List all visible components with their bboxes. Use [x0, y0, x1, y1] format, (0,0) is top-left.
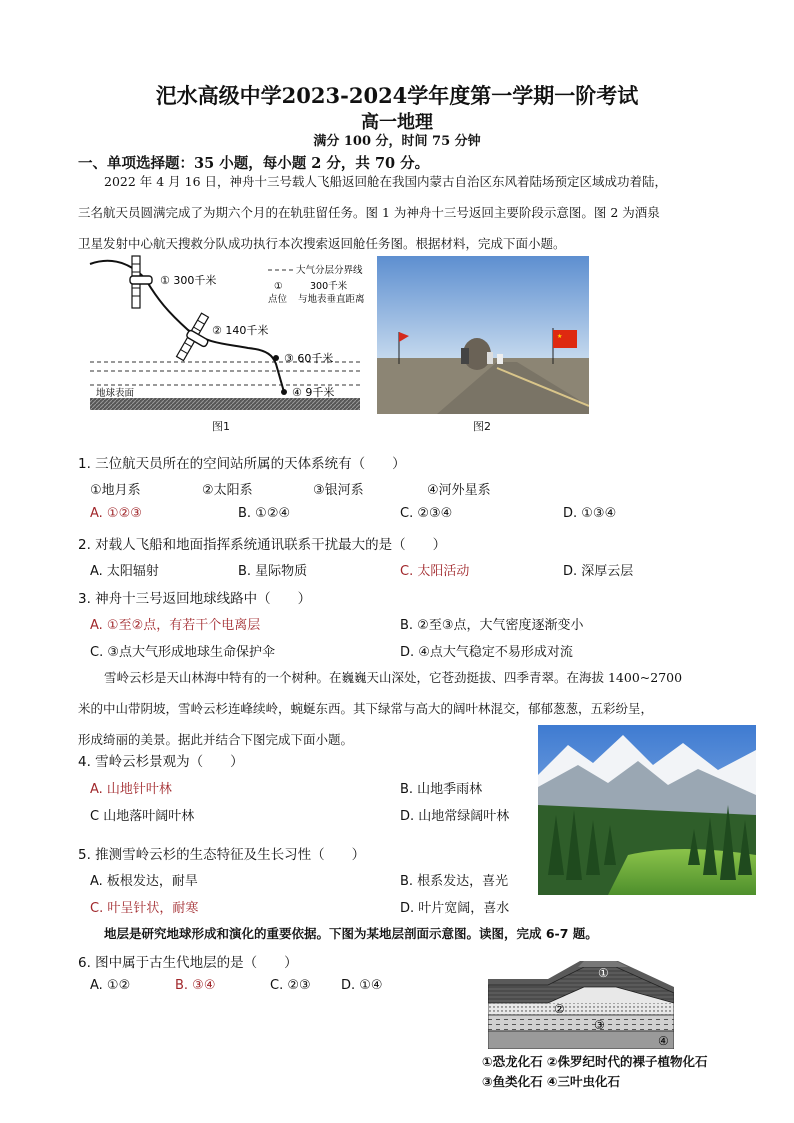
- svg-text:★: ★: [557, 333, 563, 340]
- strata-legend-1: ①恐龙化石 ②侏罗纪时代的裸子植物化石: [482, 1054, 708, 1069]
- legend-height-label: 与地表垂直距离: [298, 294, 365, 305]
- q1-item-3: ③银河系: [313, 483, 364, 498]
- q1-item-4: ④河外星系: [427, 483, 491, 498]
- question-1-stem: 1. 三位航天员所在的空间站所属的天体系统有（ ）: [78, 456, 406, 472]
- point1-label: ① 300千米: [160, 274, 217, 287]
- question-5-stem: 5. 推测雪岭云杉的生态特征及生长习性（ ）: [78, 847, 366, 863]
- question-4-stem: 4. 雪岭云杉景观为（ ）: [78, 754, 244, 770]
- q3-option-a[interactable]: A. ①至②点，有若干个电离层: [90, 618, 261, 633]
- spruce-forest-photo: [538, 725, 756, 895]
- exam-title: 汜水高级中学2023-2024学年度第一学期一阶考试: [155, 83, 639, 108]
- intro2-line2: 米的中山带阴坡，雪岭云杉连峰续岭，蜿蜒东西。其下绿常与高大的阔叶林混交，郁郁葱葱，五彩纷呈，: [78, 701, 654, 716]
- q1-option-b[interactable]: B. ①②④: [238, 506, 291, 521]
- spacecraft-icon: [175, 312, 219, 366]
- q5-option-d[interactable]: D. 叶片宽阔，喜水: [400, 901, 510, 916]
- question-3-stem: 3. 神舟十三号返回地球线路中（ ）: [78, 591, 312, 607]
- intro2-line3: 形成绮丽的美景。据此并结合下图完成下面小题。: [78, 732, 354, 747]
- q3-option-c[interactable]: C. ③点大气形成地球生命保护伞: [90, 645, 275, 660]
- q6-option-d[interactable]: D. ①④: [341, 978, 383, 993]
- q1-option-a[interactable]: A. ①②③: [90, 506, 142, 521]
- exam-meta: 满分 100 分，时间 75 分钟: [313, 134, 481, 149]
- stratum-1-label: ①: [598, 966, 609, 980]
- q5-option-b[interactable]: B. 根系发达，喜光: [400, 874, 509, 889]
- point4-label: ④ 9千米: [292, 386, 335, 399]
- intro-passage-3: 地层是研究地球形成和演化的重要依据。下图为某地层剖面示意图。读图，完成 6-7 题。: [104, 926, 598, 941]
- exam-subject: 高一地理: [361, 112, 433, 133]
- ground-label: 地球表面: [96, 388, 135, 399]
- q4-option-b[interactable]: B. 山地季雨林: [400, 782, 483, 797]
- q2-option-d[interactable]: D. 深厚云层: [563, 564, 634, 579]
- figure2-photo: [377, 256, 589, 414]
- q2-option-c[interactable]: C. 太阳活动: [400, 564, 470, 579]
- stratum-2-label: ②: [554, 1002, 565, 1016]
- stratum-4-label: ④: [658, 1034, 669, 1048]
- legend-point-label: 点位: [268, 294, 288, 305]
- q4-option-c[interactable]: C 山地落叶阔叶林: [90, 809, 195, 824]
- legend-height: 300千米: [310, 281, 348, 292]
- q2-option-b[interactable]: B. 星际物质: [238, 564, 308, 579]
- strata-diagram: [488, 957, 674, 1049]
- intro1-line3: 卫星发射中心航天搜救分队成功执行本次搜索返回舱任务图。根据材料，完成下面小题。: [78, 236, 566, 251]
- q1-option-c[interactable]: C. ②③④: [400, 506, 453, 521]
- point3-label: ③ 60千米: [284, 352, 334, 365]
- q4-option-a[interactable]: A. 山地针叶林: [90, 782, 172, 797]
- q5-option-c[interactable]: C. 叶呈针状，耐寒: [90, 901, 199, 916]
- section-heading: 一、单项选择题：35 小题，每小题 2 分，共 70 分。: [78, 155, 430, 172]
- stratum-3-label: ③: [594, 1018, 605, 1032]
- q1-item-2: ②太阳系: [202, 483, 253, 498]
- q6-option-c[interactable]: C. ②③: [270, 978, 311, 993]
- legend-point-symbol: ①: [274, 281, 283, 292]
- strata-legend-2: ③鱼类化石 ④三叶虫化石: [482, 1074, 621, 1089]
- q5-option-a[interactable]: A. 板根发达，耐旱: [90, 874, 198, 889]
- q6-option-a[interactable]: A. ①②: [90, 978, 131, 993]
- q4-option-d[interactable]: D. 山地常绿阔叶林: [400, 809, 510, 824]
- q1-option-d[interactable]: D. ①③④: [563, 506, 617, 521]
- question-6-stem: 6. 图中属于古生代地层的是（ ）: [78, 955, 298, 971]
- intro2-line1: 雪岭云杉是天山林海中特有的一个树种。在巍巍天山深处，它苍劲挺拔、四季青翠。在海拔 1400~2700: [104, 670, 683, 685]
- figure1-diagram: [88, 252, 368, 417]
- q6-option-b[interactable]: B. ③④: [175, 978, 216, 993]
- intro-passage-1: [78, 166, 718, 259]
- q1-item-1: ①地月系: [90, 483, 141, 498]
- intro1-line1: 2022 年 4 月 16 日，神舟十三号载人飞船返回舱在我国内蒙古自治区东风着陆场预定区域成功着陆，: [104, 174, 668, 189]
- point2-label: ② 140千米: [212, 324, 269, 337]
- legend-line-label: 大气分层分界线: [296, 265, 363, 276]
- figure1-caption: 图1: [212, 420, 230, 433]
- question-2-stem: 2. 对载人飞船和地面指挥系统通讯联系干扰最大的是（ ）: [78, 537, 447, 553]
- spacecraft-icon: [130, 256, 152, 308]
- figure2-caption: 图2: [473, 420, 491, 433]
- intro1-line2: 三名航天员圆满完成了为期六个月的在轨驻留任务。图 1 为神舟十三号返回主要阶段示意图。图 2 为酒泉: [78, 205, 660, 220]
- q3-option-d[interactable]: D. ④点大气稳定不易形成对流: [400, 645, 573, 660]
- q2-option-a[interactable]: A. 太阳辐射: [90, 564, 159, 579]
- q3-option-b[interactable]: B. ②至③点，大气密度逐渐变小: [400, 618, 584, 633]
